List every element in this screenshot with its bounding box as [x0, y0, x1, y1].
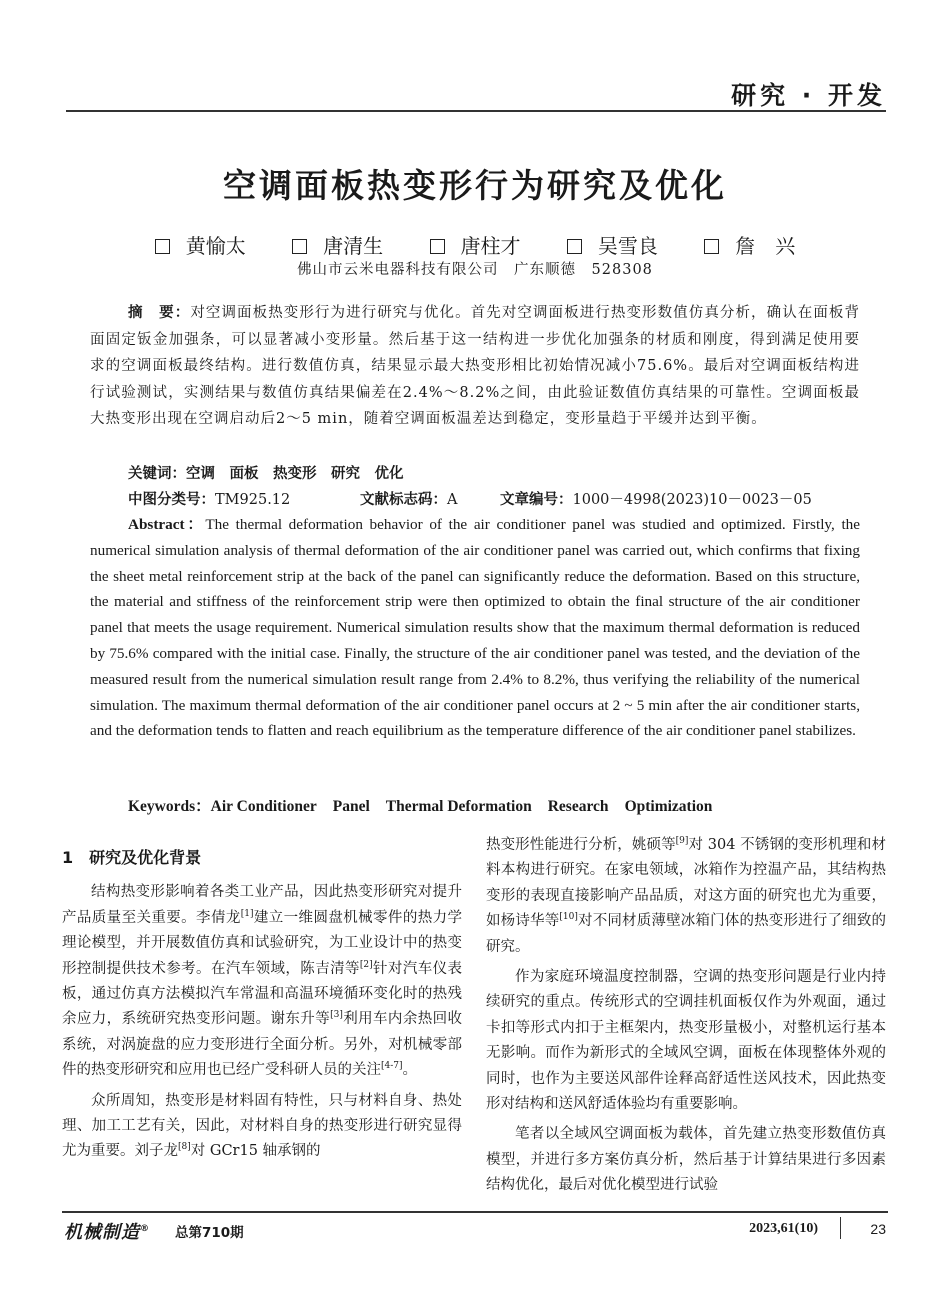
abstract-en-label: Abstract： [128, 516, 206, 533]
citation: [8] [178, 1142, 191, 1153]
abstract-cn-text: 对空调面板热变形行为进行研究与优化。首先对空调面板进行热变形数值仿真分析，确认在面板背面固定钣金加强条，可以显著减小变形量。然后基于这一结构进一步优化加强条的材质和刚度，得到满足使用要求的空调面板最终结构。进行数值仿真，结果显示最大热变形相比初始情况减小75.6%。最后对空调面板结构进行试验测试，实测结果与数值仿真结果偏差在2.4%～8.2%之间，由此验证数值仿真结果的可靠性。空调面板最大热变形出现在空调启动后2～5 min，随着空调面板温差达到稳定，变形量趋于平缓并达到平衡。 [90, 305, 861, 427]
abstract-en-text: The thermal deformation behavior of the air conditioner panel was studied and optimized. Firstly, the numerical simulation analysis of thermal deformation of the air conditioner panel was carried out, which confirms that fixing the sheet metal reinforcement strip at the back of the panel can significantly reduce the deformation. Based on this structure, the material and stiffness of the reinforcement strip were then optimized to obtain the final structure of the air conditioner panel that meets the usage requirement. Numerical simulation results show that the maximum thermal deformation is reduced by 75.6% compared with the initial case. Finally, the structure of the air conditioner panel was tested, and the deviation of the measured result from the numerical simulation result range from 2.4% to 8.2%, thus verifying the reliability of the numerical simulation. The maximum thermal deformation of the air conditioner panel occurs at 2 ~ 5 min after the air conditioner starts, and the deformation tends to flatten and reach equilibrium as the temperature difference of the air conditioner panel stabilizes. [90, 516, 861, 740]
author: 黄愉太 [155, 230, 246, 259]
paragraph: 作为家庭环境温度控制器，空调的热变形问题是行业内持续研究的重点。传统形式的空调挂机面板仅作为外观面，通过卡扣等形式内扣于主框架内，热变形量极小，对整机运行基本无影响。而作为新形式的全域风空调，面板在体现整体外观的同时，也作为主要送风部件诠释高舒适性送风技术，因此热变形对结构和送风舒适体验均有重要影响。 [486, 969, 886, 1113]
volume-info: 2023,61(10) [749, 1221, 818, 1236]
citation: [1] [240, 908, 254, 919]
keyword-en: Panel [332, 798, 370, 815]
author: 唐清生 [292, 230, 383, 259]
keywords-en-label: Keywords： [128, 798, 211, 815]
keywords-cn [128, 462, 404, 483]
author-box-icon [155, 239, 170, 254]
citation: [9] [675, 836, 689, 847]
column-left [62, 845, 462, 1165]
paragraph: 结构热变形影响着各类工业产品，因此热变形研究对提升产品质量至关重要。李倩龙[1]建立一维圆盘机械零件的热力学理论模型，并开展数值仿真和试验研究，为工业设计中的热变形控制提供技术参考。在汽车领域，陈吉清等[2]针对汽车仪表板，通过仿真方法模拟汽车常温和高温环境循环变化时的热残余应力，系统研究热变形问题。谢东升等[3]利用车内余热回收系统，对涡旋盘的应力变形进行全面分析。另外，对机械零部件的热变形研究和应用也已经广受科研人员的关注[4-7]。 [62, 884, 463, 1079]
keyword-en: Air Conditioner [210, 798, 317, 815]
page-number: 23 [870, 1221, 886, 1237]
abstract-en [90, 512, 860, 744]
author-box-icon [567, 239, 582, 254]
affiliation: 佛山市云米电器科技有限公司 广东顺德 528308 [297, 262, 653, 278]
citation: [4-7] [381, 1061, 403, 1072]
author: 吴雪良 [567, 230, 658, 259]
paragraph: 热变形性能进行分析，姚硕等[9]对 304 不锈钢的变形机理和材料本构进行研究。在家电领域，冰箱作为控温产品，其结构热变形的表现直接影响产品品质，对这方面的研究也尤为重要，如杨诗华等[10]对不同材质薄壁冰箱门体的热变形进行了细致的研究。 [486, 836, 887, 955]
author-box-icon [430, 239, 445, 254]
paragraph: 笔者以全域风空调面板为载体，首先建立热变形数值仿真模型，并进行多方案仿真分析，然后基于计算结果进行多因素结构优化，最后对优化模型进行试验 [486, 1126, 886, 1194]
footer-rule [62, 1211, 888, 1213]
author-box-icon [292, 239, 307, 254]
clc-number: 中图分类号：TM925.12 [128, 492, 291, 508]
keyword-en: Research [547, 798, 609, 815]
article-number: 文章编号：1000－4998(2023)10－0023－05 [500, 492, 812, 508]
column-right [486, 833, 886, 1199]
doc-code: 文献标志码：A [360, 492, 458, 508]
paper-title: 空调面板热变形行为研究及优化 [223, 166, 727, 205]
author-list [0, 230, 950, 259]
header-rule [66, 110, 886, 112]
keywords-cn-text: 空调 面板 热变形 研究 优化 [186, 466, 404, 482]
keyword-en: Optimization [624, 798, 713, 815]
author: 詹 兴 [704, 230, 795, 259]
keywords-cn-label: 关键词： [128, 466, 186, 482]
abstract-cn [90, 300, 860, 433]
keywords-en [128, 794, 728, 816]
author-box-icon [704, 239, 719, 254]
section-heading: 1 研究及优化背景 [62, 848, 202, 867]
issue-number: 总第710期 [175, 1225, 244, 1241]
keyword-en: Thermal Deformation [385, 798, 532, 815]
paragraph: 众所周知，热变形是材料固有特性，只与材料自身、热处理、加工工艺有关，因此，对材料自身的热变形进行研究显得尤为重要。刘子龙[8]对 GCr15 轴承钢的 [62, 1092, 462, 1160]
journal-logo: 机械制造® [64, 1222, 150, 1243]
footer-separator [840, 1217, 841, 1239]
citation: [3] [330, 1010, 343, 1021]
abstract-cn-label: 摘 要： [128, 305, 191, 321]
author: 唐柱才 [430, 230, 521, 259]
citation: [2] [359, 959, 373, 970]
section-label: 研究 · 开发 [731, 81, 886, 110]
citation: [10] [559, 912, 578, 923]
